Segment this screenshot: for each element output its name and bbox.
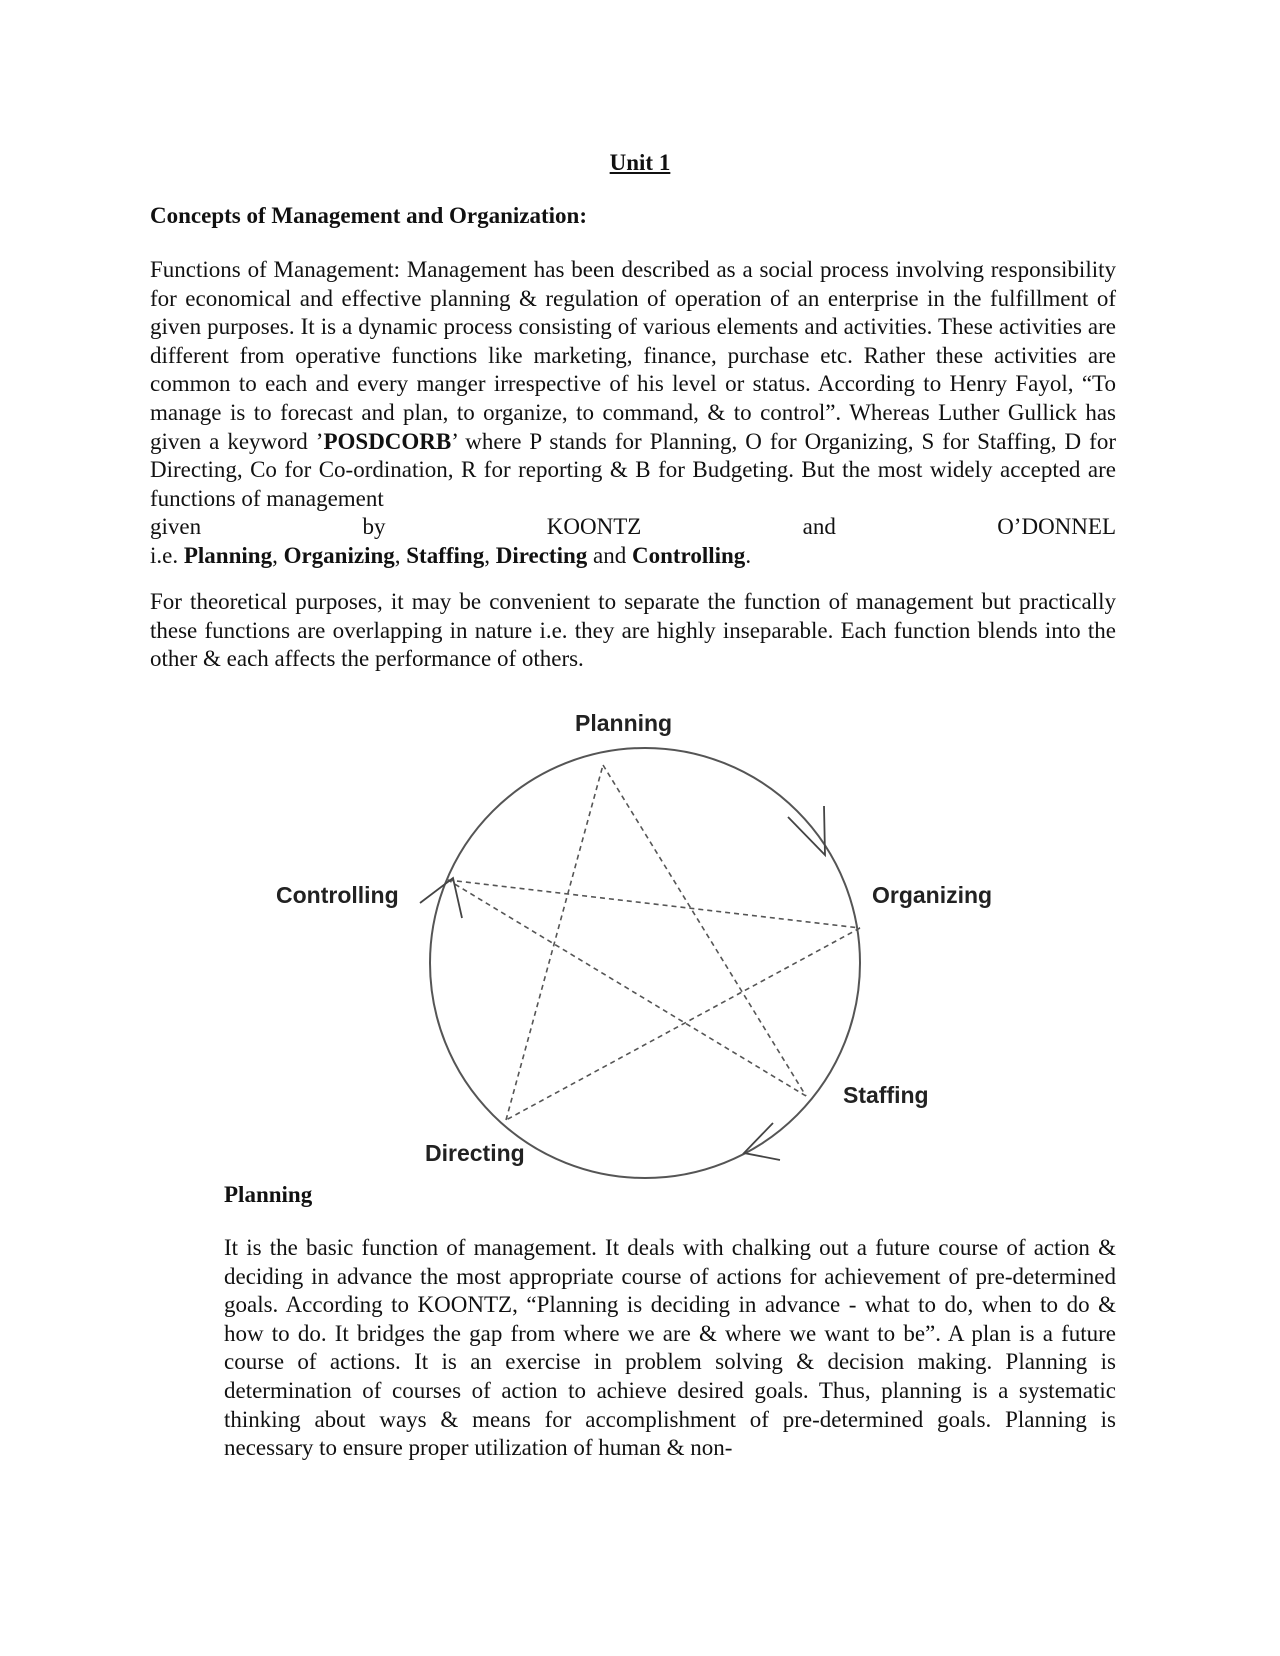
label-organizing: Organizing bbox=[872, 882, 993, 908]
ie-text: i.e. bbox=[150, 542, 184, 568]
label-staffing: Staffing bbox=[843, 1082, 929, 1108]
spread-word: KOONTZ bbox=[546, 514, 642, 540]
function-controlling: Controlling bbox=[631, 542, 746, 568]
separator: , bbox=[272, 542, 284, 568]
cycle-arrows bbox=[420, 806, 825, 1160]
label-controlling: Controlling bbox=[276, 882, 399, 908]
period: . bbox=[745, 542, 752, 568]
star-line bbox=[603, 765, 806, 1096]
star-line bbox=[448, 880, 806, 1096]
function-organizing: Organizing bbox=[283, 542, 395, 568]
arrowhead-staffing-to-directing bbox=[744, 1123, 780, 1160]
function-directing: Directing bbox=[495, 542, 588, 568]
koontz-line bbox=[150, 513, 1116, 542]
posdcorb-keyword: POSDCORB bbox=[323, 428, 452, 454]
functions-paragraph bbox=[150, 256, 1116, 571]
label-planning: Planning bbox=[575, 710, 673, 736]
spread-word: O’DONNEL bbox=[997, 514, 1116, 540]
planning-paragraph: It is the basic function of management. It deals with chalking out a future course of action & deciding in advance the most appropriate course of actions for achievement of pre-determined goals. According to KOONTZ, “Planning is deciding in advance - what to do, when to do & how to do. It bridges the gap from where we are & where we want to be”. A plan is a future course of actions. It is an exercise in problem solving & decision making. Planning is determination of courses of action to achieve desired goals. Thus, planning is a systematic thinking about ways & means for accomplishment of pre-determined goals. Planning is necessary to ensure proper utilization of human & non- bbox=[224, 1235, 1116, 1461]
section-heading: Concepts of Management and Organization: bbox=[150, 203, 587, 228]
and-text: and bbox=[587, 542, 632, 568]
pentagram-star bbox=[448, 765, 860, 1120]
para1-text-a: Functions of Management: Management has been described as a social process involving responsibility for economical and effective planning & regulation of operation of an enterprise in the fulfillment of given purposes. It is a dynamic process consisting of various elements and activities. These activities are different from operative functions like marketing, finance, purchase etc. Rather these activities are common to each and every manger irrespective of his level or status. According to Henry Fayol, “To manage is to forecast and plan, to organize, to command, & to control”. Whereas Luther Gullick has given a keyword ’ bbox=[150, 257, 1116, 454]
separator: , bbox=[484, 542, 496, 568]
spread-word: and bbox=[802, 514, 836, 540]
star-line bbox=[506, 765, 603, 1120]
theoretical-paragraph: For theoretical purposes, it may be convenient to separate the function of management but practically these functions are overlapping in nature i.e. they are highly inseparable. Each function blends into the other & each affects the performance of others. bbox=[150, 589, 1116, 672]
function-planning: Planning bbox=[183, 542, 273, 568]
functions-list-line bbox=[150, 542, 1116, 571]
label-directing: Directing bbox=[425, 1140, 525, 1166]
planning-heading: Planning bbox=[224, 1182, 313, 1207]
para1-text-b: ’ where P stands for Planning, O for Organizing, S for Staffing, D for Directing, Co for Co-ordination, R for reporting & B for Budgeting. But the most widely accepted are functions of management bbox=[150, 428, 1116, 511]
spread-word: by bbox=[362, 514, 386, 540]
management-functions-diagram bbox=[0, 690, 1280, 1180]
pentagram-circle-figure bbox=[0, 690, 1280, 1180]
separator: , bbox=[394, 542, 407, 568]
star-line bbox=[506, 928, 860, 1120]
arrowhead-planning-to-organizing bbox=[788, 806, 825, 855]
spread-word: given bbox=[150, 514, 202, 540]
star-line bbox=[448, 880, 860, 928]
unit-title: Unit 1 bbox=[609, 150, 671, 175]
function-staffing: Staffing bbox=[406, 542, 485, 568]
